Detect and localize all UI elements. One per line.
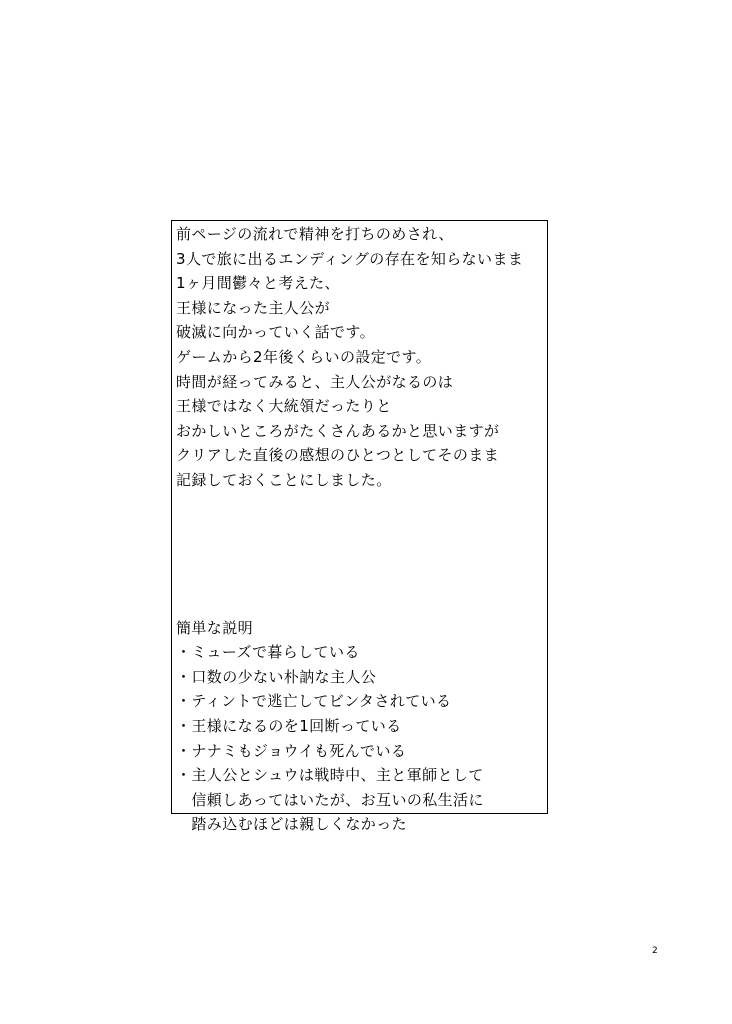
intro-line: 破滅に向かっていく話です。	[176, 323, 376, 342]
intro-line: おかしいところがたくさんあるかと思いますが	[176, 421, 500, 440]
intro-line: 王様ではなく大統領だったりと	[176, 397, 392, 416]
summary-line: 信頼しあってはいたが、お互いの私生活に	[176, 790, 484, 809]
intro-line: 王様になった主人公が	[176, 298, 331, 317]
summary-line: ・ナナミもジョウイも死んでいる	[176, 741, 407, 760]
intro-line: 時間が経ってみると、主人公がなるのは	[176, 372, 454, 391]
summary-line: ・ティントで逃亡してビンタされている	[176, 692, 452, 711]
summary-line: ・主人公とシュウは戦時中、主と軍師として	[176, 766, 484, 785]
page-number: 2	[652, 946, 658, 956]
summary-line: 踏み込むほどは親しくなかった	[176, 815, 408, 834]
intro-line: 3人で旅に出るエンディングの存在を知らないまま	[176, 249, 524, 268]
summary-heading: 簡単な説明	[176, 618, 254, 637]
text-box	[171, 220, 548, 834]
intro-line: 前ページの流れで精神を打ちのめされ、	[176, 225, 454, 243]
summary-line: ・ミューズで暮らしている	[176, 643, 360, 662]
intro-line: クリアした直後の感想のひとつとしてそのまま	[176, 446, 500, 465]
intro-line: ゲームから2年後くらいの設定です。	[176, 347, 432, 366]
intro-line: 1ヶ月間鬱々と考えた、	[176, 274, 340, 293]
summary-line: ・口数の少ない朴訥な主人公	[176, 667, 377, 686]
intro-line: 記録しておくことにしました。	[176, 470, 392, 489]
spacer	[176, 493, 547, 616]
summary-line: ・王様になるのを1回断っている	[176, 716, 402, 735]
